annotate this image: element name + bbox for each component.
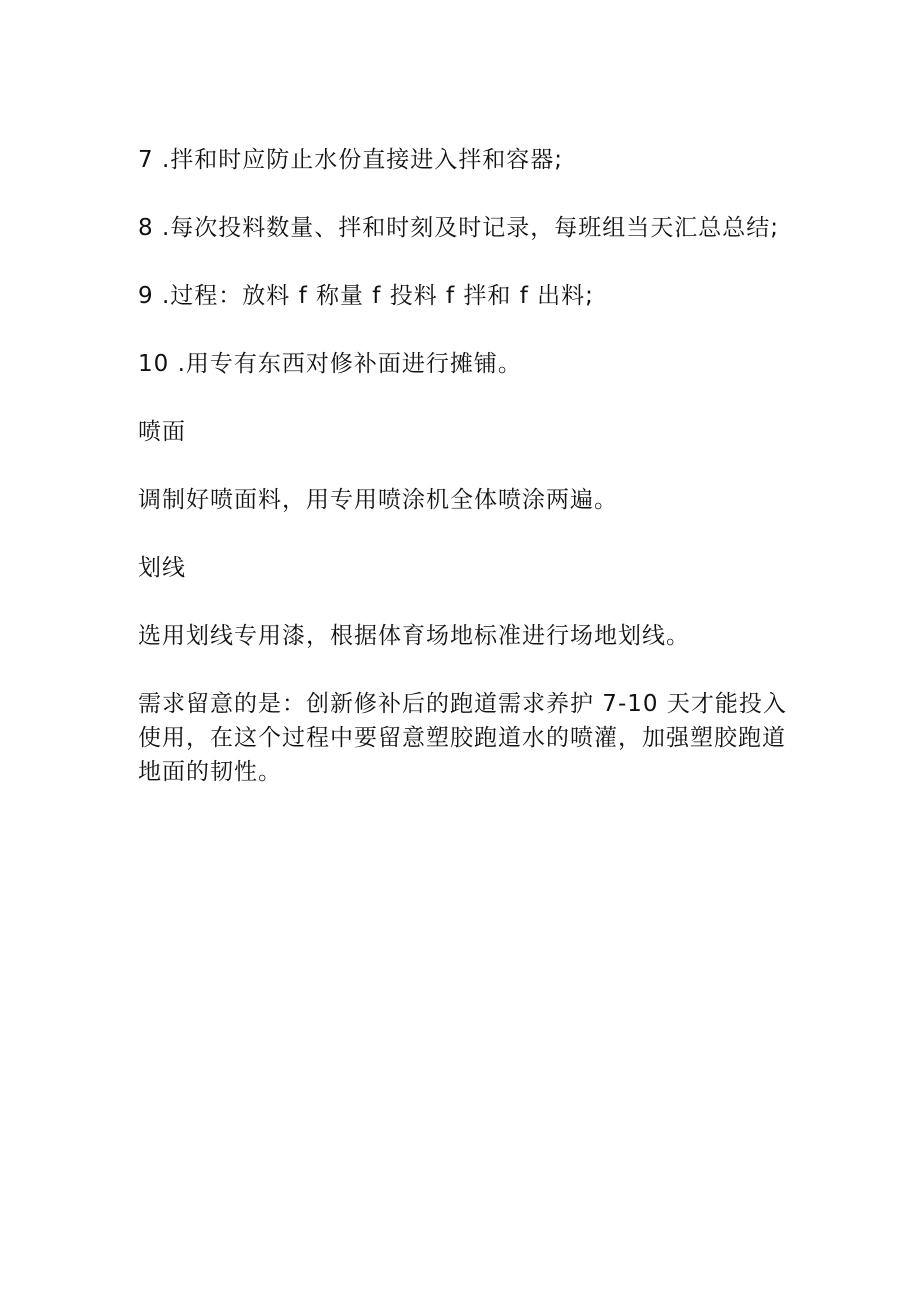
line-marking-description: 选用划线专用漆，根据体育场地标准进行场地划线。 xyxy=(138,623,690,649)
list-item-10: 10 .用专有东西对修补面进行摊铺。 xyxy=(138,351,522,377)
list-item-7: 7 .拌和时应防止水份直接进入拌和容器; xyxy=(138,147,564,173)
document-body xyxy=(138,143,788,823)
section-heading-spray: 喷面 xyxy=(138,419,186,445)
section-heading-line-marking: 划线 xyxy=(138,555,186,581)
list-item-9: 9 .过程：放料 f 称量 f 投料 f 拌和 f 出料; xyxy=(138,283,594,309)
spray-description: 调制好喷面料，用专用喷涂机全体喷涂两遍。 xyxy=(138,487,618,513)
list-item-8: 8 .每次投料数量、拌和时刻及时记录，每班组当天汇总总结; xyxy=(138,215,780,241)
maintenance-note: 需求留意的是：创新修补后的跑道需求养护 7-10 天才能投入使用，在这个过程中要留意塑胶跑道水的喷灌，加强塑胶跑道地面的韧性。 xyxy=(138,691,787,785)
